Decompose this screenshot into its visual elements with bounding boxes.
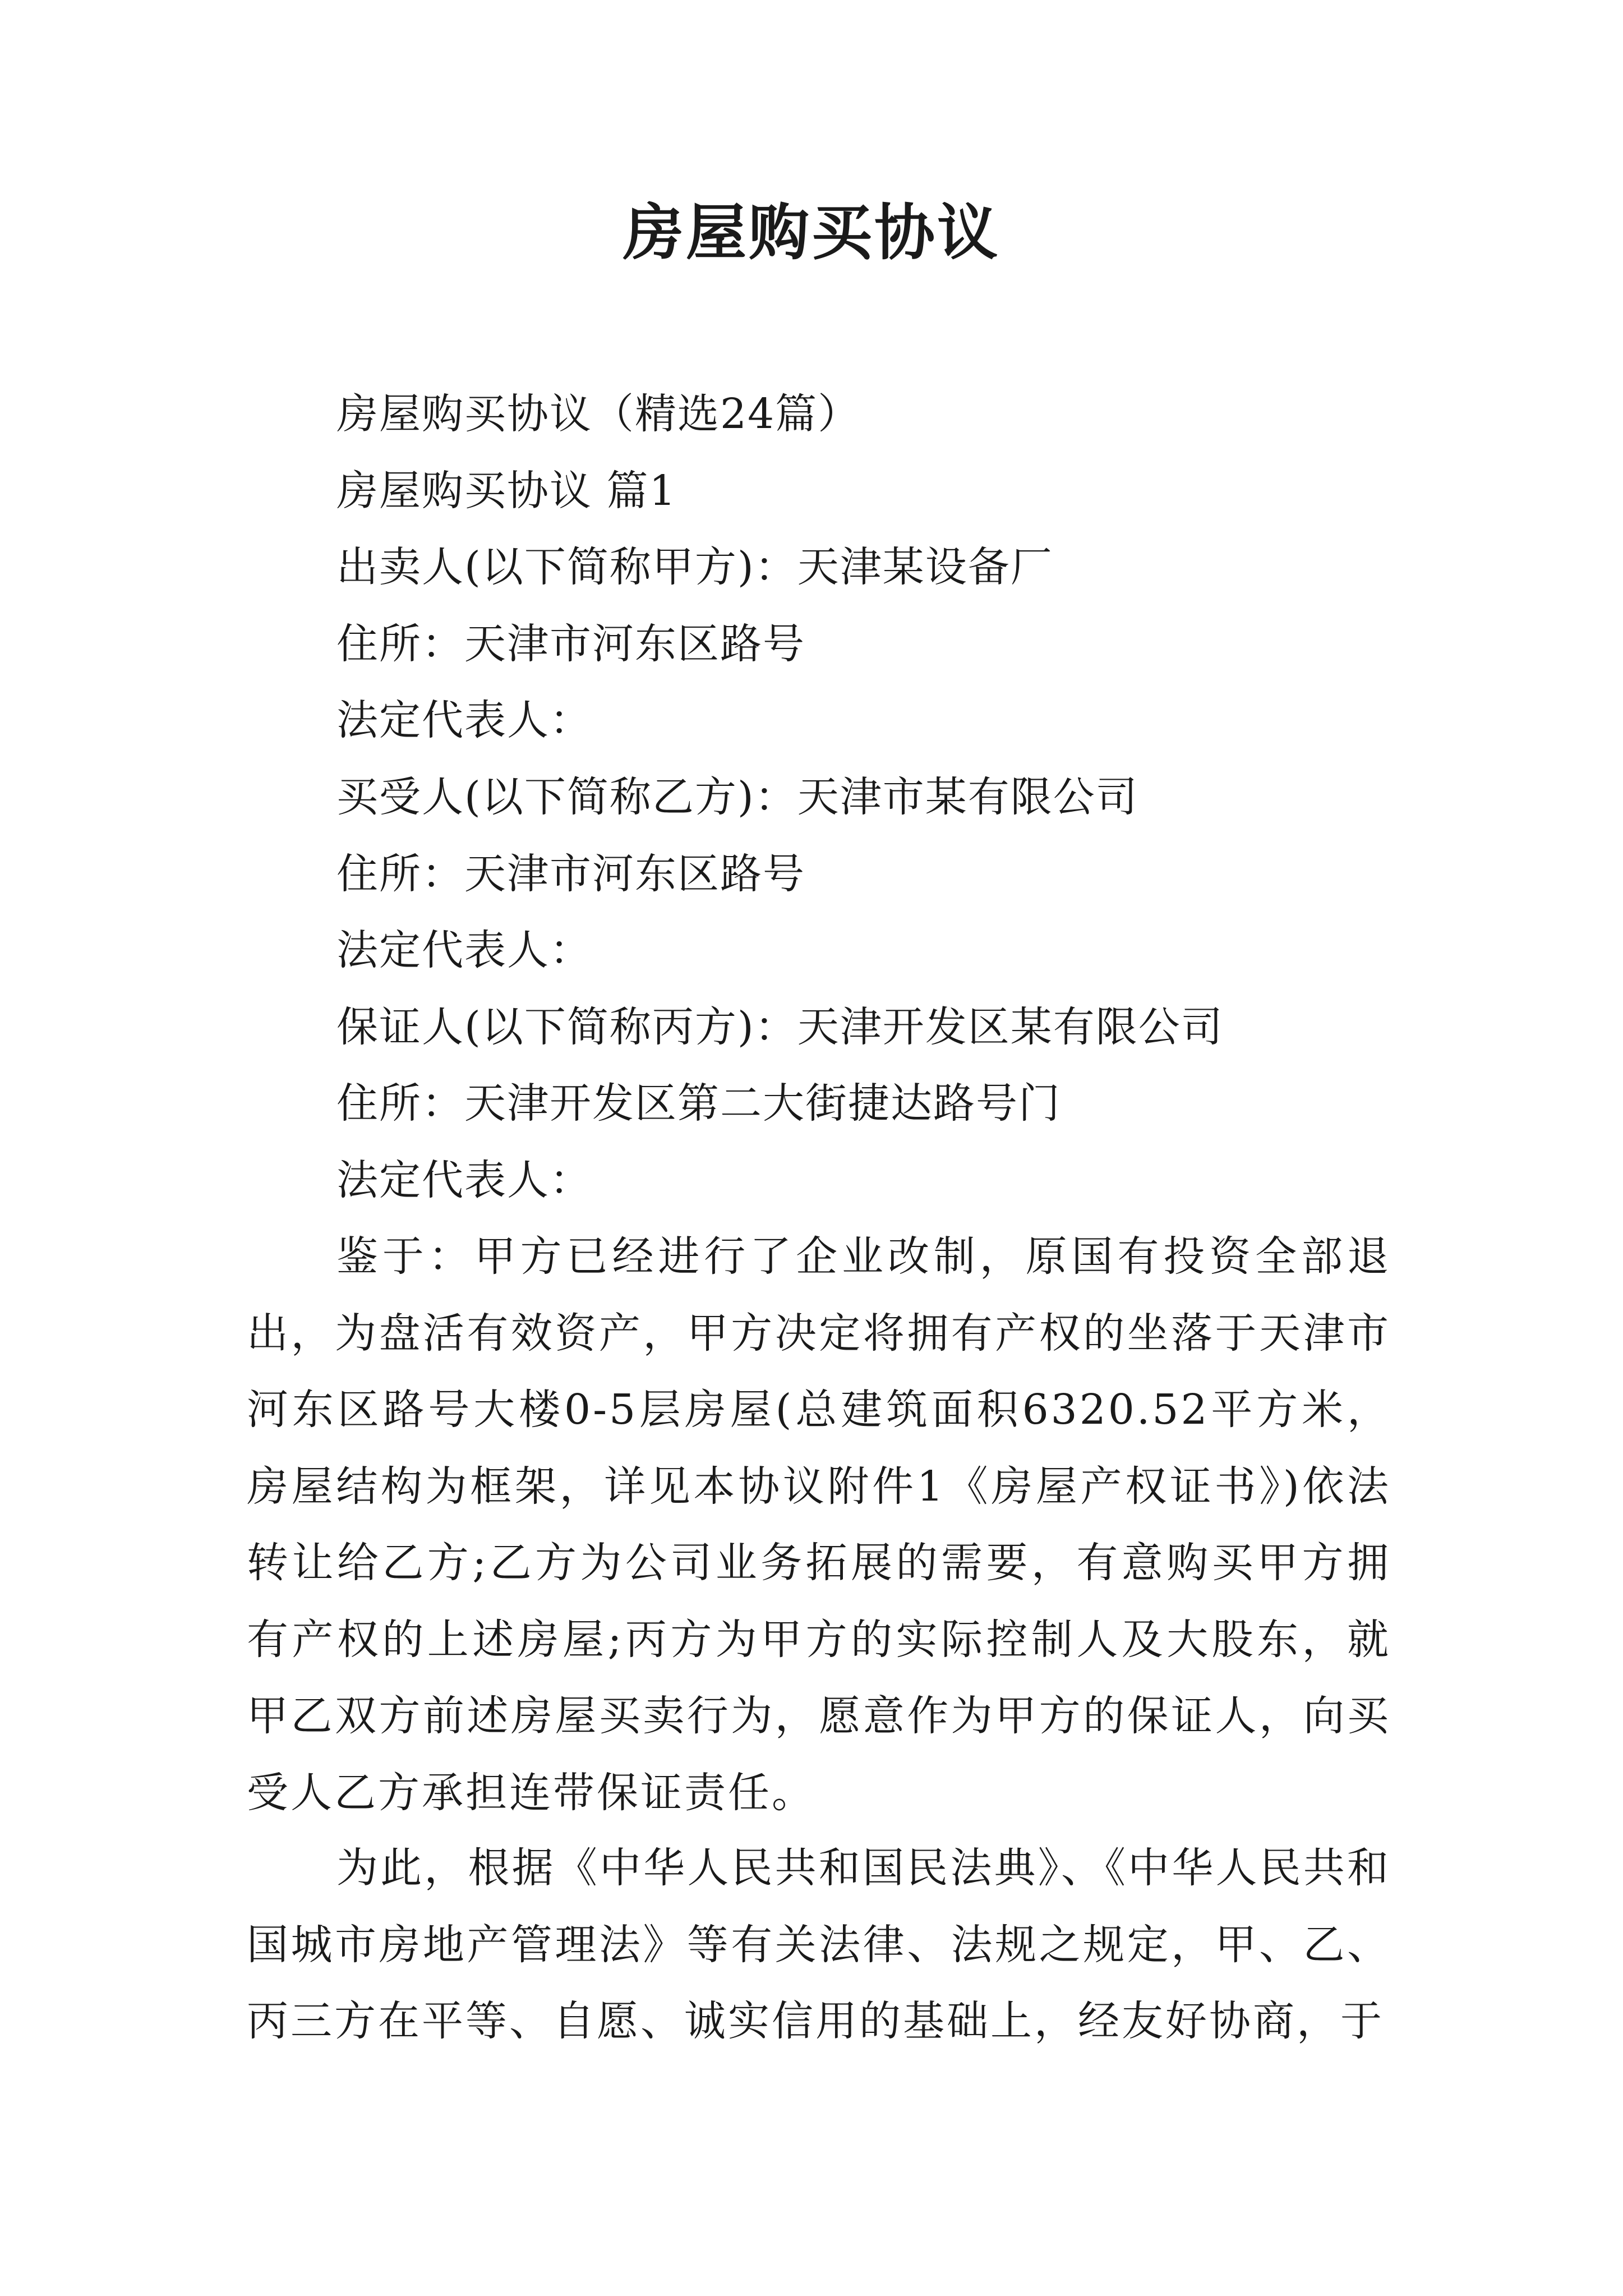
buyer-representative-line: 法定代表人： — [336, 926, 592, 975]
document-title: 房屋购买协议 — [623, 197, 1000, 268]
buyer-line: 买受人(以下简称乙方)：天津市某有限公司 — [336, 772, 1138, 821]
seller-line: 出卖人(以下简称甲方)：天津某设备厂 — [336, 543, 1053, 592]
guarantor-address-line: 住所：天津开发区第二大街捷达路号门 — [336, 1079, 1061, 1128]
legal-basis-paragraph: 为此，根据《中华人民共和国民法典》、《中华人民共和国城市房地产管理法》等有关法律、法规之规定，甲、乙、丙三方在平等、自愿、诚实信用的基础上，经友好协商，于 — [247, 1844, 1391, 2045]
seller-address-line: 住所：天津市河东区路号 — [336, 619, 805, 668]
buyer-address-line: 住所：天津市河东区路号 — [336, 849, 805, 898]
section-heading: 房屋购买协议 篇1 — [336, 466, 677, 515]
subtitle-line: 房屋购买协议（精选24篇） — [336, 390, 861, 438]
guarantor-representative-line: 法定代表人： — [336, 1156, 592, 1204]
guarantor-line: 保证人(以下简称丙方)：天津开发区某有限公司 — [336, 1002, 1224, 1051]
recital-paragraph: 鉴于：甲方已经进行了企业改制，原国有投资全部退出，为盘活有效资产，甲方决定将拥有产权的坐落于天津市河东区路号大楼0-5层房屋(总建筑面积6320.52平方米，房屋结构为框架，详见本协议附件1《房屋产权证书》)依法转让给乙方;乙方为公司业务拓展的需要，有意购买甲方拥有产权的上述房屋;丙方为甲方的实际控制人及大股东，就甲乙双方前述房屋买卖行为，愿意作为甲方的保证人，向买受人乙方承担连带保证责任。 — [247, 1232, 1391, 1817]
seller-representative-line: 法定代表人： — [336, 696, 592, 745]
header-lines — [336, 376, 1402, 1219]
